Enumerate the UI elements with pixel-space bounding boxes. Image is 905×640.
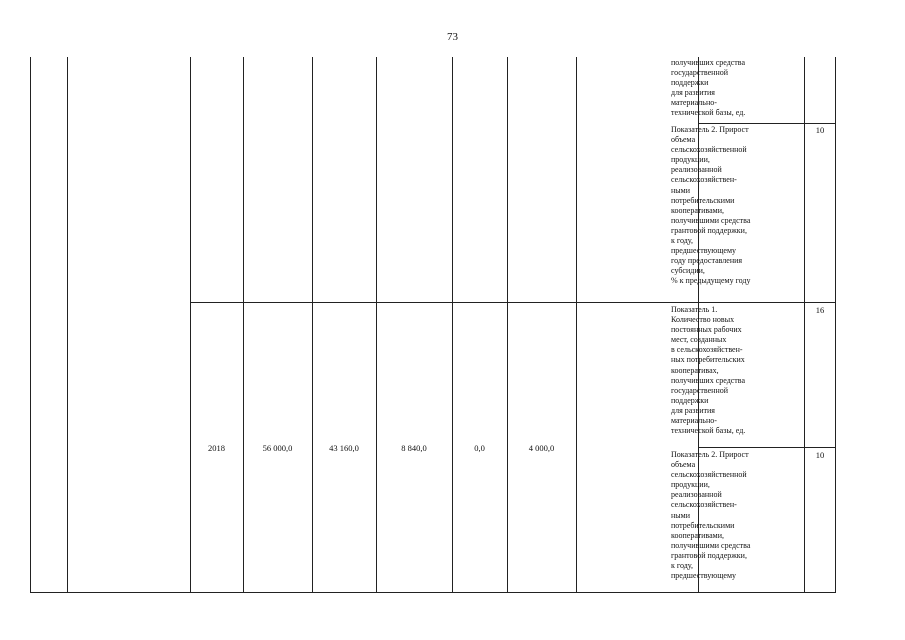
indicator-line: к году,: [671, 561, 694, 571]
indicator-value: 10: [815, 450, 825, 460]
indicator-line: постоянных рабочих: [671, 325, 742, 335]
indicator-line: государственной: [671, 68, 729, 78]
column-divider: [452, 57, 453, 593]
indicator-continuation: [671, 58, 745, 119]
indicator-line: к году,: [671, 236, 694, 246]
federal-amount-cell: 43 160,0: [329, 443, 359, 453]
column-divider: [190, 57, 191, 593]
indicator-line: материально-: [671, 98, 717, 108]
year-cell: 2018: [208, 443, 225, 453]
column-divider: [376, 57, 377, 593]
indicator-line: Показатель 2. Прирост: [671, 450, 749, 459]
indicator-line: в сельскохозяйствен-: [671, 345, 743, 355]
indicator-line: Количество новых: [671, 315, 735, 325]
indicator-line: получивших средства: [671, 375, 746, 385]
indicator-line: продукции,: [671, 155, 710, 165]
indicator-line: сельскохозяйственной: [671, 470, 747, 480]
indicator-cell: [671, 450, 750, 581]
local-amount-cell: 0,0: [474, 443, 485, 453]
total-amount-cell: 56 000,0: [262, 443, 293, 453]
indicator-line: ными: [671, 510, 690, 520]
column-divider: [507, 57, 508, 593]
indicator-line: продукции,: [671, 480, 710, 490]
funding-table: [30, 57, 835, 593]
indicator-line: % к предыдущему году: [671, 276, 751, 286]
page-number: 73: [447, 31, 458, 43]
indicator-line: ными: [671, 185, 690, 195]
regional-amount-cell: 8 840,0: [401, 443, 427, 453]
other-amount-cell: 4 000,0: [528, 443, 555, 453]
indicator-line: объема: [671, 135, 696, 145]
indicator-line: сельскохозяйствен-: [671, 175, 737, 185]
indicator-line: году предоставления: [671, 256, 743, 266]
indicator-cell: [671, 305, 745, 436]
indicator-line: грантовой поддержки,: [671, 550, 747, 560]
indicator-line: потребительскими: [671, 520, 735, 530]
indicator-line: потребительскими: [671, 195, 735, 205]
indicator-line: государственной: [671, 385, 729, 395]
indicator-line: кооперативах,: [671, 365, 719, 375]
indicator-line: кооперативами,: [671, 530, 724, 540]
indicator-line: реализованной: [671, 165, 722, 175]
row-divider: [190, 302, 836, 303]
indicator-line: технической базы, ед.: [671, 108, 746, 118]
indicator-line: получившими средства: [671, 215, 751, 225]
indicator-line: сельскохозяйствен-: [671, 500, 737, 510]
column-divider: [804, 57, 805, 593]
column-divider: [67, 57, 68, 593]
indicator-line: предшествующему: [671, 246, 737, 256]
table-border-bottom: [30, 592, 836, 593]
indicator-cell: [671, 125, 751, 287]
indicator-line: поддержки: [671, 78, 709, 88]
indicator-line: Показатель 2. Прирост: [671, 125, 749, 134]
indicator-line: предшествующему: [671, 571, 737, 581]
indicator-line: материально-: [671, 416, 717, 426]
indicator-value: 10: [815, 125, 825, 135]
indicator-line: Показатель 1.: [671, 305, 718, 314]
column-divider: [312, 57, 313, 593]
indicator-line: получивших средства: [671, 58, 746, 67]
indicator-value: 16: [815, 305, 825, 315]
indicator-line: ных потребительских: [671, 355, 745, 365]
indicator-line: для развития: [671, 88, 715, 98]
indicator-line: объема: [671, 460, 696, 470]
indicator-line: поддержки: [671, 395, 709, 405]
table-border-left: [30, 57, 31, 593]
table-border-right: [835, 57, 836, 593]
indicator-line: технической базы, ед.: [671, 426, 746, 436]
indicator-line: для развития: [671, 405, 715, 415]
indicator-line: грантовой поддержки,: [671, 225, 747, 235]
indicator-line: мест, созданных: [671, 335, 727, 345]
indicator-line: сельскохозяйственной: [671, 145, 747, 155]
column-divider: [576, 57, 577, 593]
row-divider: [698, 123, 836, 124]
column-divider: [243, 57, 244, 593]
indicator-line: реализованной: [671, 490, 722, 500]
indicator-line: получившими средства: [671, 540, 751, 550]
indicator-line: субсидии,: [671, 266, 705, 276]
row-divider: [698, 447, 836, 448]
indicator-line: кооперативами,: [671, 205, 724, 215]
